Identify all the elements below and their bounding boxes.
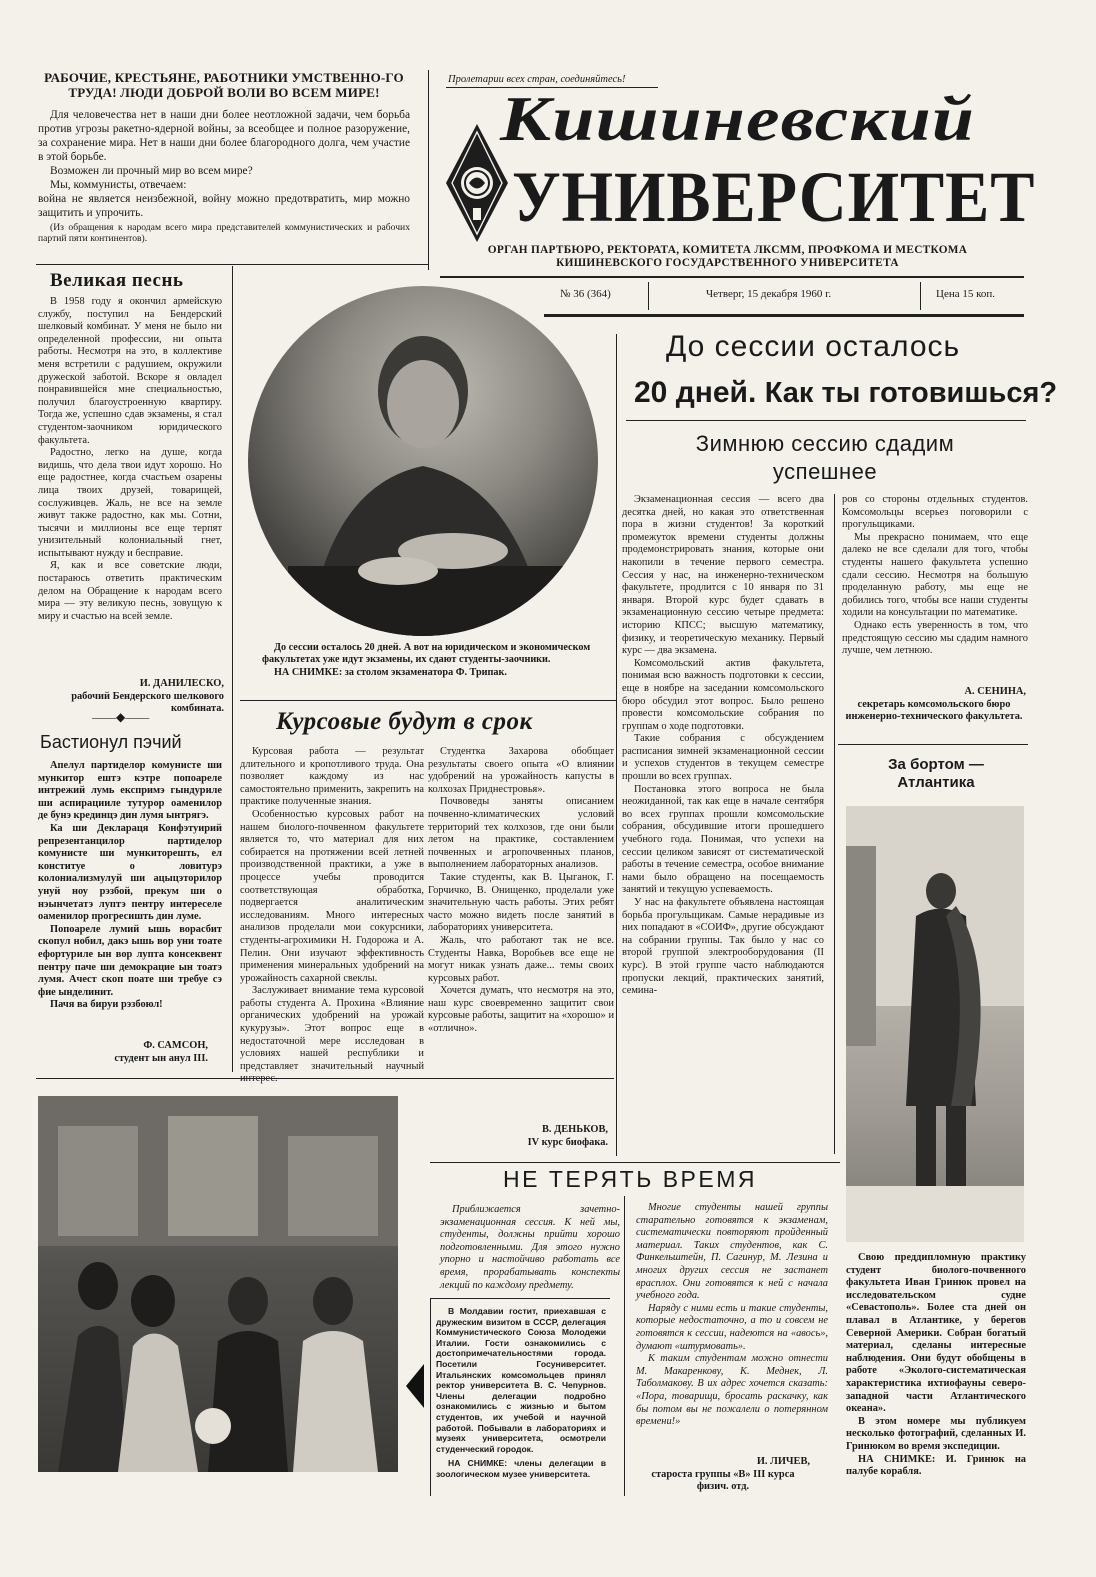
session-subtitle [620,430,1030,486]
divider [232,266,233,1072]
bastion-paragraph: Попоареле лумий ышь ворасбит скопул нобил, дакэ ышь вор уни тоате ефортуриле ын вор лупта консеквент пентру паче ши демокрацие ын тоатэ лумя. Ачест скоп поате ши требуе сэ фие ынделинит. [38,923,222,998]
coursework-paragraph: Такие студенты, как В. Цыганок, Г. Горчичко, В. Онищенко, проделали уже значительную часть работы. Этих ребят часто можно видеть после занятий в лабораториях университета. [428,871,614,934]
divider [648,282,649,310]
session-paragraph: Комсомольский актив факультета, понимая всю важность подготовки к сессии, еще в ноябре на заседании комсомольского бюро обсудил этот вопрос. Было решено провести комсомольские собрания по группам о ходе подготовки. [622,657,824,732]
atlantic-paragraph: Свою преддипломную практику студент биолого-почвенного факультета Иван Гринюк провел на исследовательском судне «Севастополь». Более ста дней он плавал в Атлантике, у берегов Северной Америки. Собран богатый материал, сделаны интересные наблюдения. Они будут обобщены в работе «Эколого-систематическая характеристика ихтиофауны северо-западной части Атлантического океана». [846,1252,1026,1415]
session-paragraph: Экзаменационная сессия — всего два десятка дней, но какая это ответственная пора в жизни студентов! За короткий промежуток времени студенты должны продемонстрировать знания, которые они накопили в течение первого семестра. Сессия у нас, на инженерно-техническом факультете, продлится с 10 января по 31 января. Второй курс будет сдавать в экзаменационную сессию четыре предмета: историю КПСС; высшую математику, физику, и теоретическую механику. Первый курс — два экзамена. [622,494,824,657]
caption-text: До сессии осталось 20 дней. А вот на юридическом и экономическом факультетах уже идут экзамены, их сдают студенты-заочники. [262,642,591,666]
session-paragraph: ров со стороны отдельных студентов. Комсомольцы всерьез поговорили с прогульщиками. [842,494,1028,531]
delegation-text [436,1306,606,1480]
author-name: Ф. САМСОН, [143,1040,208,1051]
session-paragraph: Мы прекрасно понимаем, что еще далеко не все сделали для того, чтобы студенты нашего факультета успешно сдали сессию. Несмотря на большую проделанную работу, мы еще не добились того, чтобы все наши студенты ходили на консультации по математике. [842,531,1028,619]
divider [544,314,1024,317]
no-time-col-2 [636,1202,828,1429]
appeal-source: (Из обращения к народам всего мира представителей коммунистических и рабочих партий пяти континентов). [38,222,410,245]
subtitle-line: Зимнюю сессию сдадим [695,431,955,456]
bastion-author [38,1040,208,1065]
delegation-paragraph: В Молдавии гостит, приехавшая с дружеским визитом в СССР, делегация Коммунистического Союза Молодежи Италии. Гости ознакомились с достопримечательностями города. Посетили Госуниверситет. Итальянских комсомольцев принял ректор университета В. С. Чепурнов. Члены делегации подробно ознакомились с жизнью и бытом студентов, их учебой и научной работой. Побывали в лабораториях и музеях университета, осмотрели студенческий городок. [436,1306,606,1454]
bastion-paragraph: Пачя ва бируи рэзбоюл! [50,999,163,1011]
title-line: Атлантика [897,774,975,791]
appeal-paragraph: Возможен ли прочный мир во всем мире? [50,165,253,177]
divider [616,334,617,1156]
atlantic-caption: НА СНИМКЕ: И. Гринюк на палубе корабля. [846,1453,1026,1478]
appeal-paragraph: Для человечества нет в наши дни более неотложной задачи, чем борьба против угрозы ракетно-ядерной войны, за всеобщее и полное разоружение, за сохранение мира. Нет в наши дни более благородного долга, чем участие в этой борьбе. [38,109,410,163]
no-time-paragraph: Приближается зачетно-экзаменационная сессия. К ней мы, студенты, должны прийти хорошо подготовленными. Для этого нужно упорно и настойчиво работать все время, прорабатывать конспекты лекций по каждому предмету. [440,1204,620,1291]
atlantic-text [846,1252,1026,1479]
author-name: В. ДЕНЬКОВ, [541,1124,608,1135]
headline-question: Как ты готовишься? [764,377,1058,409]
examiner-photo [248,286,598,636]
title-line: За бортом — [888,756,984,773]
no-time-author [636,1456,810,1494]
great-song-paragraph: Я, как и все советские люди, постараюсь ответить практическим делом на Обращение к народам всего мира — эту великую песнь, зовущую к миру и счастью на всей земле. [38,560,222,622]
delegation-caption: НА СНИМКЕ: члены делегации в зоологическом музее университета. [436,1458,606,1479]
session-paragraph: Такие собрания с обсуждением расписания зимней экзаменационной сессии и успехов студентов в текущем семестре прошли во всех группах. [622,733,824,783]
divider [626,420,1026,421]
session-col-2 [842,494,1028,658]
session-paragraph: Постановка этого вопроса не была неожиданной, так как еще в начале сентября во всех группах прошли комсомольские собрания, обсудившие итоги прошедшего учебного года. Понимая, что успехи на сессии целиком зависят от систематической работы в течение семестра, особое внимание нами было обращено на посещаемость занятий и текущую успеваемость. [622,783,824,896]
divider [624,1196,625,1496]
masthead-title-line2: УНИВЕРСИТЕТ [512,157,1036,237]
author-role: студент ын анул III. [114,1052,208,1064]
coursework-paragraph: Жаль, что работают так не все. Студенты Навка, Воробьев все еще не могут никак узнать даже... темы своих курсовых работ. [428,934,614,984]
divider [36,264,428,265]
bastion-paragraph: Апелул партиделор комунисте ши мункитор ештэ кэтре попоареле интрежий лумь експримэ гындуриле ши аспирацииле тутурор оаменилор де бунэ крединцэ дин лумя ынтрягэ. [38,760,222,822]
coursework-paragraph: Почвоведы заняты описанием почвенно-климатических условий территорий тех колхозов, где они были летом на практике, составлением почвенных и агропочвенных планов, выполнением лабораторных анализов. [428,796,614,871]
no-time-col-1 [440,1204,620,1292]
session-author [842,686,1026,724]
great-song-title: Великая песнь [50,270,184,291]
atlantic-paragraph: В этом номере мы публикуем несколько фотографий, сделанных И. Гринюком во время экспедиции. [846,1415,1026,1452]
author-role: рабочий Бендерского шелкового комбината. [71,690,224,715]
divider [838,744,1028,745]
coursework-author [428,1124,608,1149]
session-headline-1: До сессии осталось [666,330,961,363]
author-name: А. СЕНИНА, [964,686,1026,697]
coursework-col-2 [428,746,614,1036]
coursework-title: Курсовые будут в срок [276,708,533,735]
no-time-title: НЕ ТЕРЯТЬ ВРЕМЯ [502,1166,757,1192]
coursework-paragraph: Студентка Захарова обобщает результаты своего опыта «О влиянии удобрений на урожайность капусты в колхозах Приднестровья». [428,746,614,795]
arrow-left-icon [404,1362,424,1410]
author-role: староста группы «В» III курса физич. отд. [651,1468,795,1493]
bastion-paragraph: Ка ши Деклараця Конфэтуирий репрезентанцилор партиделор комунисте ши мункиторешть, ел конституе о ловитурэ колониализмулуй ши ацыцэторилор унуй ноу рэзбой, прекум ши о нэынчетатэ луптэ пентру интереселе оаменилор прогресишть дин луме. [38,822,222,923]
great-song-paragraph: Радостно, легко на душе, когда видишь, что дела твои идут хорошо. Но еще радостнее, когда счастьем озарены лица твоих друзей, товарищей, сослуживцев. Жаль, не все на земле живут также радостно, как мы. Сотни, тысячи и миллионы все еще терпят унизительный колониальный гнет, испытывают нужду и бесправие. [38,447,222,559]
great-song-text [38,296,222,623]
session-headline-2 [634,376,1057,410]
divider [240,700,616,701]
appeal-title: РАБОЧИЕ, КРЕСТЬЯНЕ, РАБОТНИКИ УМСТВЕННО-ГО ТРУДА! ЛЮДИ ДОБРОЙ ВОЛИ ВО ВСЕМ МИРЕ! [44,70,404,100]
author-name: И. ДАНИЛЕСКО, [139,678,224,689]
ornament-divider: ——◆—— [92,710,150,724]
coursework-col-1 [240,746,424,1086]
divider [440,276,1024,278]
great-song-paragraph: В 1958 году я окончил армейскую службу, поступил на Бендерский шелковый комбинат. У меня не было ни определенной профессии, ни опыта работы. Несмотря на это, в коллективе меня встретили с радушием, окружили дружеской заботой. Вскоре я овладел понравившейся мне специальностью, получил благоустроенную квартиру. Тогда же, успешно сдав экзамены, я стал студентом-заочником юридического факультета. [38,296,222,446]
coursework-paragraph: Хочется думать, что несмотря на это, наш курс своевременно защитит свои курсовые работы, защитит на «хорошо» и «отлично». [428,985,614,1035]
no-time-paragraph: К таким студентам можно отнести М. Макаренкову, К. Меднек, Л. Таболмакову. В их адрес хочется сказать: «Пора, товарищи, бросать раскачку, как бы потом вы не пожалели о потерянном времени!» [636,1353,828,1428]
headline-days: 20 дней. [634,376,757,409]
masthead-slogan: Пролетарии всех стран, соединяйтесь! [448,74,626,85]
masthead-organ: ОРГАН ПАРТБЮРО, РЕКТОРАТА, КОМИТЕТА ЛКСММ, ПРОФКОМА И МЕСТКОМА КИШИНЕВСКОГО ГОСУДАРСТВЕННОГО УНИВЕРСИТЕТА [487,244,968,269]
author-role: секретарь комсомольского бюро инженерно-технического факультета. [845,698,1023,723]
session-paragraph: Однако есть уверенность в том, что предстоящую сессию мы сдадим намного лучше, чем летнюю. [842,619,1028,657]
no-time-paragraph: Наряду с ними есть и такие студенты, которые недостаточно, а то и совсем не готовятся к сессии, надеются на «авось», думают «штурмовать». [636,1302,828,1352]
subtitle-line: успешнее [772,459,878,484]
bastion-text [38,760,222,1012]
divider [430,1162,840,1163]
author-name: И. ЛИЧЕВ, [756,1456,810,1467]
divider [430,1298,610,1299]
session-paragraph: У нас на факультете объявлена настоящая борьба прогульщикам. Самые нерадивые из них попадают в «СОИФ», другие обсуждают на собрании группы. Так было у нас со второй группой электрооборудования (II курс). В этой группе часто наблюдаются пропуски лекций, практических занятий, семина- [622,897,824,997]
divider [834,494,835,1154]
appeal-paragraph: война не является неизбежной, войну можно предотвратить, мир можно защитить и упрочить. [38,193,410,219]
atlantic-title [846,756,1026,792]
divider [430,1298,431,1496]
author-role: IV курс биофака. [527,1136,608,1148]
coursework-paragraph: Заслуживает внимание тема курсовой работы студента А. Прохина «Влияние органических удобрений на урожай кукурузы». Этот вопрос еще в недостаточной мере исследован в условиях нашей республики и представляет значительный научный [240,985,424,1072]
coursework-paragraph: Особенностью курсовых работ на нашем биолого-почвенном факультете является то, что материал для них собирается на протяжении всей летней производственной практики, а уже в процессе учебы проводится соответствующая обработка, подвергается аналитическим исследованиям. Много интересных анализов проделали мои сокурсники, студенты-агрохимики Н. Годорожа и А. Пелин. Они изучают эффективность применения минеральных удобрений на урожайность сахарной свеклы. [240,808,424,984]
divider [428,70,429,270]
no-time-paragraph: Многие студенты нашей группы старательно готовятся к экзаменам, систематически повторяют пройденный материал. Таких студентов, как С. Финкельштейн, П. Сагинур, М. Лезина и многих других сессия не застанет врасплох. Они готовятся к ней с начала учебного года. [636,1202,828,1302]
issue-date: Четверг, 15 декабря 1960 г. [706,288,832,300]
divider [36,1078,614,1079]
masthead-title-line1: Кишиневский [500,83,976,154]
coursework-paragraph: Курсовая работа — результат длительного и кропотливого труда. Она позволяет каждому из нас самостоятельно применить, закрепить на практике полученные знания. [240,746,424,808]
issue-price: Цена 15 коп. [936,288,996,300]
appeal-paragraph: Мы, коммунисты, отвечаем: [50,179,187,191]
appeal-text [38,108,410,245]
grinyuk-photo [846,806,1024,1242]
session-col-1 [622,494,824,998]
issue-number: № 36 (364) [560,288,611,300]
delegation-photo [38,1096,398,1472]
divider [920,282,921,310]
caption-text: НА СНИМКЕ: за столом экзаменатора Ф. Трипак. [274,666,507,678]
examiner-photo-caption [262,642,602,679]
bastion-title: Бастионул пэчий [40,732,182,752]
